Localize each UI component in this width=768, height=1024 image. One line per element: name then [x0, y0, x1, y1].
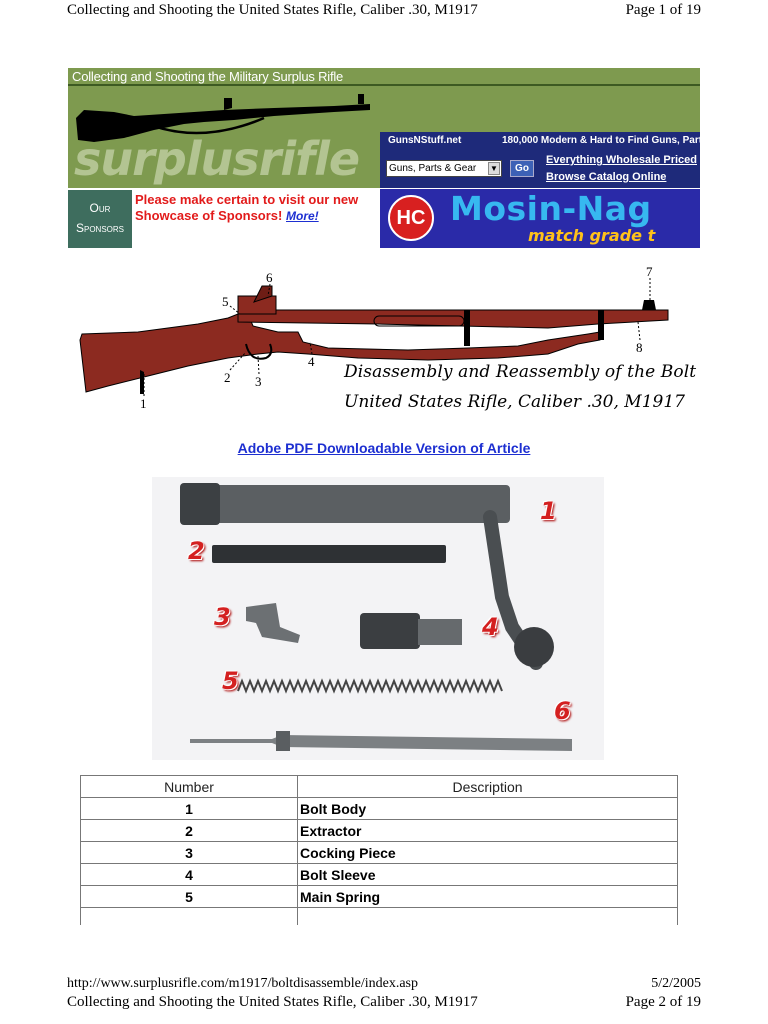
sponsors-box-line1: Our: [89, 201, 111, 215]
sponsors-box-line2: Sponsors: [75, 221, 124, 235]
mosin-nagant-ad[interactable]: [380, 189, 700, 248]
site-banner: [68, 68, 703, 248]
part-description-cell: Bolt Body: [298, 798, 678, 820]
photo-label-5: 5: [222, 667, 239, 695]
diagram-caption-line2: United States Rifle, Caliber .30, M1917: [344, 392, 685, 412]
print-footer-page: Page 2 of 19: [625, 994, 701, 1010]
photo-label-3: 3: [214, 603, 231, 631]
print-footer: [67, 976, 701, 1016]
print-footer-date: 5/2/2005: [651, 976, 701, 991]
print-header: [67, 2, 701, 20]
banner-logo-area[interactable]: [68, 68, 703, 188]
callout-7: 7: [646, 264, 653, 279]
table-row: [81, 886, 678, 908]
part-description-cell: Main Spring: [298, 886, 678, 908]
gunsnstuff-wholesale-link[interactable]: Everything Wholesale Priced: [546, 154, 697, 166]
parts-table: [80, 775, 678, 925]
firing-pin-part: [190, 735, 572, 751]
bolt-knob: [514, 627, 554, 667]
part-description-cell: Cocking Piece: [298, 842, 678, 864]
photo-label-2: 2: [188, 537, 205, 565]
empty-cell: [298, 908, 678, 925]
chevron-down-icon: ▼: [488, 162, 500, 175]
gunsnstuff-promo: 180,000 Modern & Hard to Find Guns, Part: [502, 135, 703, 146]
callout-4: 4: [308, 354, 315, 369]
column-header-number: Number: [81, 776, 298, 798]
print-footer-title: Collecting and Shooting the United States Rifle, Caliber .30, M1917: [67, 994, 478, 1010]
photo-label-6: 6: [554, 697, 571, 725]
extractor-part: [212, 545, 446, 563]
part-number-cell: 2: [81, 820, 298, 842]
part-number-cell: 3: [81, 842, 298, 864]
main-spring-part: [238, 681, 502, 691]
bolt-parts-photo: [152, 477, 604, 760]
sponsors-message-text: Please make certain to visit our new Showcase of Sponsors!: [135, 192, 359, 223]
table-row: [81, 798, 678, 820]
empty-cell: [81, 908, 298, 925]
table-row: [81, 820, 678, 842]
surplusrifle-logo: surplusrifle: [74, 132, 360, 186]
gunsnstuff-select-value: Guns, Parts & Gear: [389, 163, 477, 174]
table-row: [81, 842, 678, 864]
print-footer-url: http://www.surplusrifle.com/m1917/boltdisassemble/index.asp: [67, 976, 418, 991]
print-header-title: Collecting and Shooting the United States Rifle, Caliber .30, M1917: [67, 2, 478, 18]
gunsnstuff-ad-header[interactable]: [380, 132, 703, 150]
banner-divider: [68, 84, 700, 86]
gunsnstuff-go-button[interactable]: Go: [510, 160, 534, 177]
callout-1: 1: [140, 396, 147, 411]
part-number-cell: 1: [81, 798, 298, 820]
sponsors-more-link[interactable]: More!: [286, 209, 319, 223]
photo-label-1: 1: [540, 497, 557, 525]
callout-2: 2: [224, 370, 231, 385]
rifle-front-sight: [642, 300, 656, 310]
bolt-sleeve-spring: [418, 619, 462, 645]
hc-logo-icon: HC: [388, 195, 434, 241]
column-header-description: Description: [298, 776, 678, 798]
mosin-ad-subtitle: match grade t: [528, 226, 656, 245]
rifle-butt-swivel: [140, 370, 144, 394]
table-header-row: [81, 776, 678, 798]
bolt-body-cap: [180, 483, 220, 525]
pdf-download-link[interactable]: Adobe PDF Downloadable Version of Article: [237, 440, 531, 456]
banner-tagline: Collecting and Shooting the Military Surplus Rifle: [72, 69, 344, 84]
callout-6: 6: [266, 270, 273, 285]
gunsnstuff-site[interactable]: GunsNStuff.net: [388, 135, 462, 146]
part-number-cell: 5: [81, 886, 298, 908]
mosin-ad-title: Mosin-Nag: [450, 189, 652, 228]
rifle-front-band: [598, 310, 604, 340]
bolt-body-part: [180, 485, 510, 523]
gunsnstuff-catalog-link[interactable]: Browse Catalog Online: [546, 171, 667, 183]
callout-8: 8: [636, 340, 643, 355]
table-row: [81, 908, 678, 925]
firing-pin-collar: [276, 731, 290, 751]
rifle-band: [464, 310, 470, 346]
part-description-cell: Extractor: [298, 820, 678, 842]
gunsnstuff-category-select[interactable]: [386, 160, 502, 177]
cocking-piece-part: [246, 603, 300, 643]
gunsnstuff-ad-body: [380, 150, 700, 188]
our-sponsors-button[interactable]: [68, 190, 132, 248]
print-header-page: Page 1 of 19: [625, 2, 701, 18]
bolt-sleeve-part: [360, 613, 420, 649]
diagram-caption-line1: Disassembly and Reassembly of the Bolt: [344, 362, 697, 382]
photo-label-4: 4: [482, 613, 499, 641]
part-description-cell: Bolt Sleeve: [298, 864, 678, 886]
callout-5: 5: [222, 294, 229, 309]
callout-3: 3: [255, 374, 262, 389]
part-number-cell: 4: [81, 864, 298, 886]
callout-leader-8: [638, 322, 640, 340]
sponsors-message: [135, 192, 375, 224]
table-row: [81, 864, 678, 886]
